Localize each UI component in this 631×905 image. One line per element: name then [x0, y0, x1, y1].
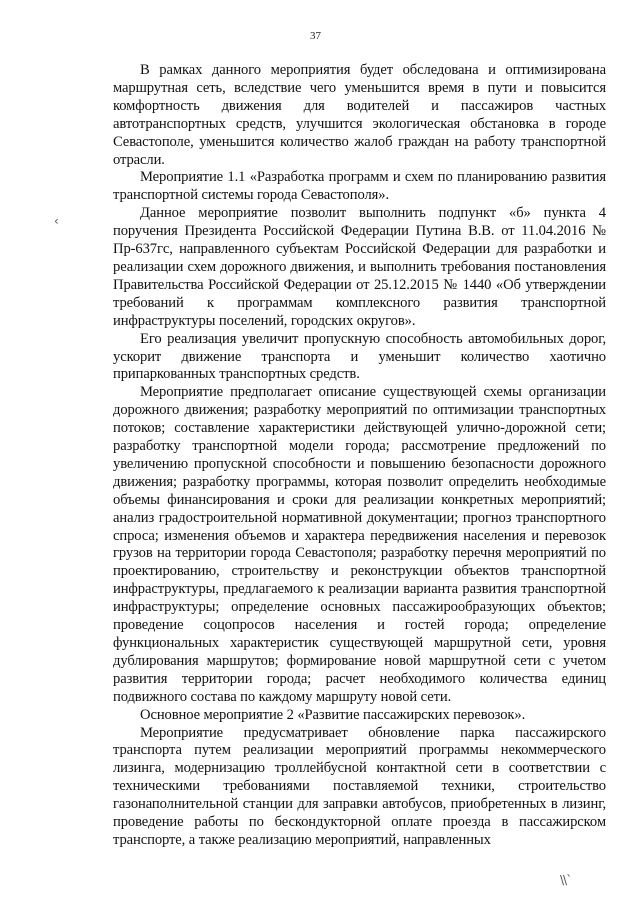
paragraph-route-network: В рамках данного мероприятия будет обследована и оптимизирована маршрутная сеть, вследствие чего уменьшится время в пути и повысится комфортность движения для водителей и пассажиров частных автотранспортных средств, улучшится экологическая обстановка в городе Севастополе, уменьшится количество жалоб граждан на работу транспортной отрасли. [113, 62, 606, 168]
page-number: 37 [310, 30, 321, 42]
paragraph-measure-1-1: Мероприятие 1.1 «Разработка программ и схем по планированию развития транспортной системы города Севастополя». [113, 169, 606, 204]
paragraph-presidential-order: Данное мероприятие позволит выполнить подпункт «б» пункта 4 поручения Президента Российской Федерации Путина В.В. от 11.04.2016 № Пр-637гс, направленного субъектам Российской Федерации для разработки и реализации схем дорожного движения, и выполнить требования постановления Правительства Российской Федерации от 25.12.2015 № 1440 «Об утверждении требований к программам комплексного развития транспортной инфраструктуры поселений, городских округов». [113, 205, 606, 329]
paragraph-main-measure-2: Основное мероприятие 2 «Развитие пассажирских перевозок». [140, 706, 526, 723]
corner-pen-mark: \\` [560, 873, 572, 887]
margin-pen-mark: ‹ [54, 214, 59, 228]
paragraph-measure-description: Мероприятие предполагает описание существующей схемы организации дорожного движения; разработку мероприятий по оптимизации транспортных потоков; составление характеристики действующей улично-дорожной сети; разработку транспортной модели города; рассмотрение предложений по увеличению пропускной способности и повышению безопасности дорожного движения; разработку программы, которая позволит определить необходимые объемы финансирования и сроки для реализации конкретных мероприятий; анализ градостроительной нормативной документации; прогноз транспортного спроса; изменения объемов и характера передвижения населения и перевозок грузов на территории города Севастополя; разработку перечня мероприятий по проектированию, строительству и реконструкции объектов транспортной инфраструктуры, предлагаемого к реализации варианта развития транспортной инфраструктуры; определение основных пассажирообразующих объектов; проведение соцопросов населения и гостей города; определение функциональных характеристик существующей маршрутной сети, уровня дублирования маршрутов; формирование новой маршрутной сети с учетом развития территории города; расчет необходимого количества единиц подвижного состава по каждому маршруту новой сети. [113, 384, 606, 705]
paragraph-road-capacity: Его реализация увеличит пропускную способность автомобильных дорог, ускорит движение транспорта и уменьшит количество хаотично припаркованных транспортных средств. [113, 330, 606, 383]
paragraph-fleet-renewal: Мероприятие предусматривает обновление парка пассажирского транспорта путем реализации мероприятий программы некоммерческого лизинга, модернизацию троллейбусной контактной сети в соответствии с техническими требованиями поставляемой техники, строительство газонаполнительной станции для заправки автобусов, приобретенных в лизинг, проведение работы по бескондукторной оплате проезда в пассажирском транспорте, а также реализацию мероприятий, направленных [113, 724, 606, 848]
document-body [113, 62, 606, 850]
